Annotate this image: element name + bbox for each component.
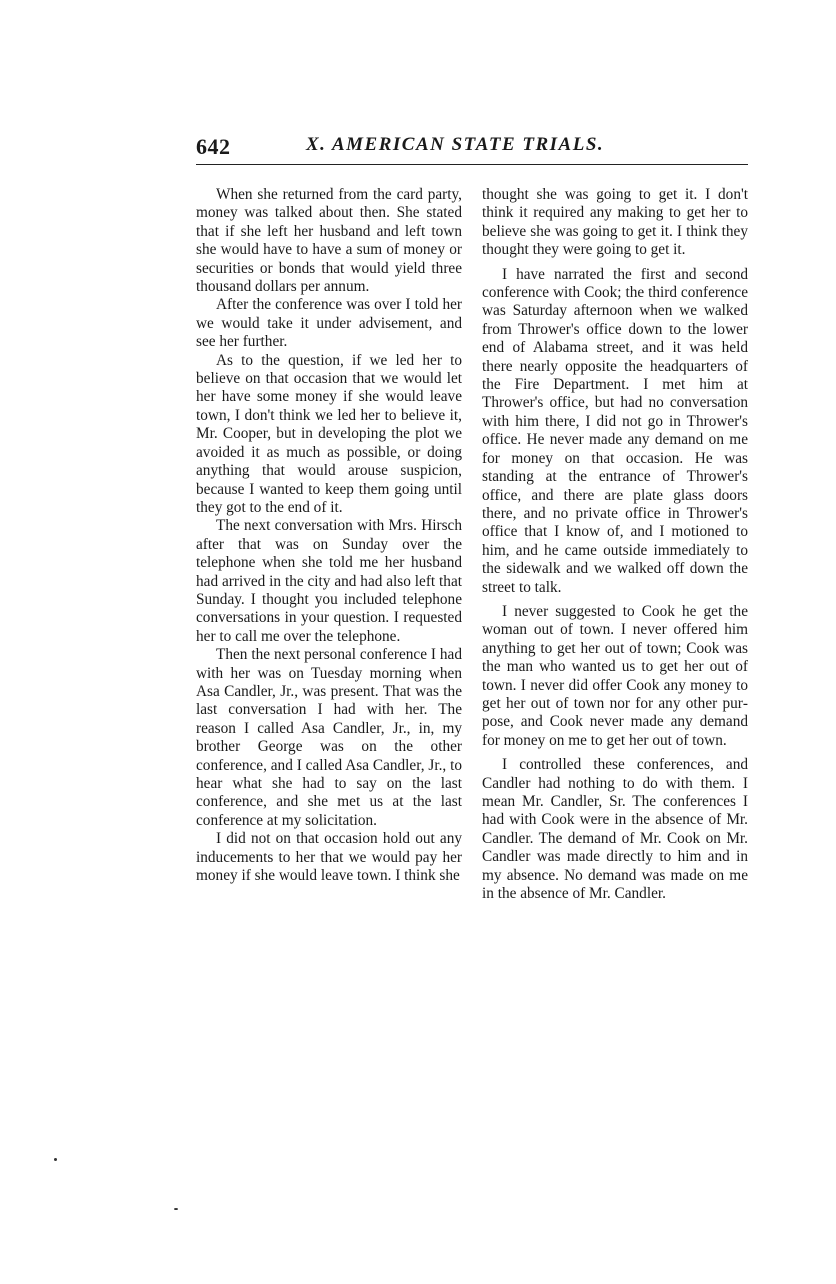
paragraph: After the conference was over I told her we would take it under advisement, and see her further. [196, 296, 462, 351]
paragraph: I controlled these conferences, and Candler had nothing to do with them. I mean Mr. Candler, Sr. The conferences I had with Cook were in the absence of Mr. Candler. The demand of Mr. Cook on Mr. Candler was made directly to him and in my absence. No demand was made on me in the absence of Mr. Candler. [482, 756, 748, 903]
page-header [196, 134, 748, 165]
scan-speck [54, 1158, 57, 1161]
paragraph: I did not on that occasion hold out any inducements to her that we would pay her money if she would leave town. I think she [196, 830, 462, 885]
page-number: 642 [196, 134, 231, 159]
paragraph: When she returned from the card party, money was talked about then. She stated that if she left her husband and left town she would have to have a sum of money or securities or bonds that would yield three thousand dollars per annum. [196, 186, 462, 296]
paragraph: The next conversation with Mrs. Hirsch after that was on Sunday over the telephone when she told me her husband had arrived in the city and had also left that Sunday. I thought you included telephone conversations in your question. I requested her to call me over the telephone. [196, 517, 462, 645]
paragraph: Then the next personal conference I had with her was on Tuesday morning when Asa Candler, Jr., was present. That was the last conversation I had with her. The reason I called Asa Candler, Jr., in, my brother George was on the other conference, and I called Asa Candler, Jr., to hear what she had to say on the last conference, and she met us at the last conference at my solicitation. [196, 646, 462, 829]
paragraph: As to the question, if we led her to believe on that occasion that we would let her have some money if she would leave town, I don't think we led her to believe it, Mr. Cooper, but in developing the plot we avoided it as much as possible, or doing anything that would arouse suspicion, because I wanted to keep them going until they got to the end of it. [196, 351, 462, 516]
running-title: X. AMERICAN STATE TRIALS. [306, 134, 605, 155]
paragraph: I never suggested to Cook he get the woman out of town. I never offered him anything to get her out of town; Cook was the man who wanted us to get her out of town. I never did offer Cook any money to get her out of town nor for any other purpose, and Cook never made any demand for money on me to get her out of town. [482, 602, 748, 749]
right-column [482, 186, 748, 903]
left-column [196, 186, 462, 885]
paragraph-continued: thought she was going to get it. I don't think it required any making to get her to believe she was going to get it. I think they thought they were going to get it. [482, 186, 748, 259]
paragraph: I have narrated the first and second conference with Cook; the third conference was Saturday afternoon when we walked from Thrower's office down to the lower end of Alabama street, and it was held there nearly opposite the headquarters of the Fire Department. I met him at Thrower's office, but had no conversation with him there, I did not go in Thrower's office. He never made any demand on me for money on that occasion. He was standing at the entrance of Thrower's office, and there are plate glass doors there, and no private office in Thrower's office that I know of, and I motioned to him, and he came outside immediately to the sidewalk and we walked off down the street to talk. [482, 265, 748, 596]
scan-speck [174, 1208, 178, 1210]
